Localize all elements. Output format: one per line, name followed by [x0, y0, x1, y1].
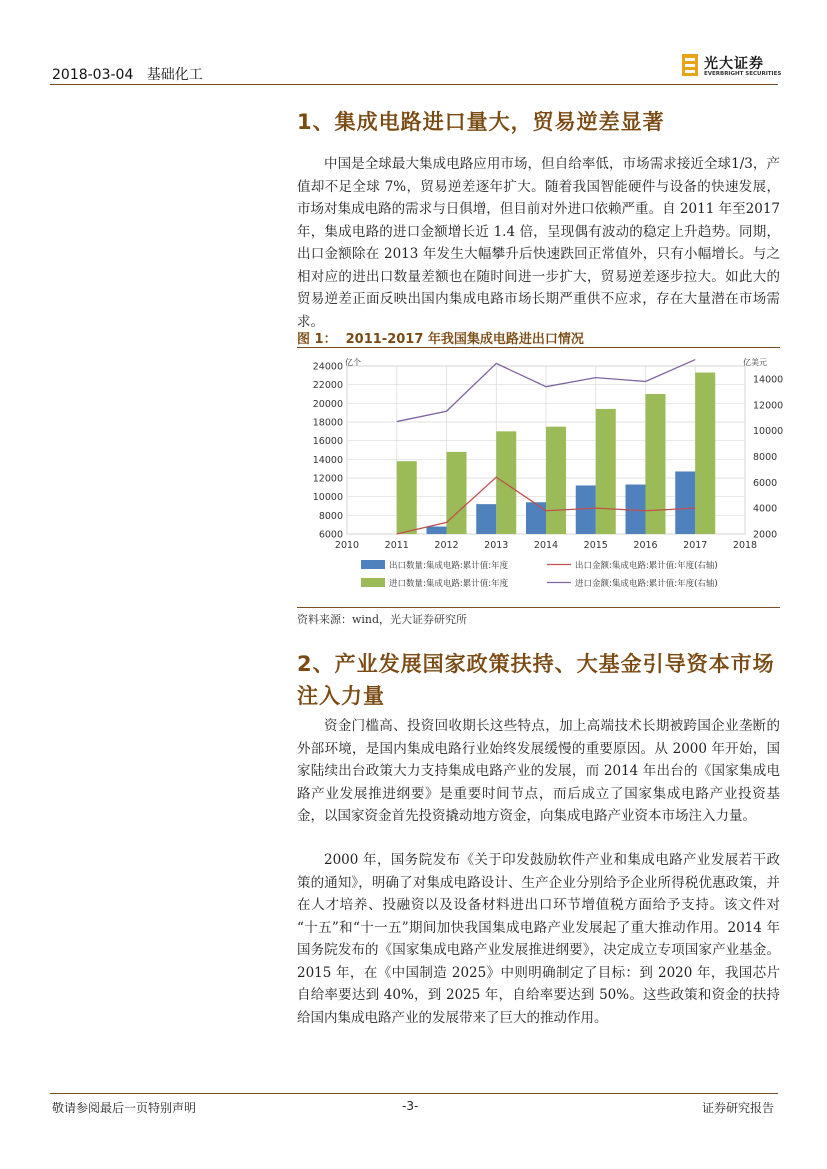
section-1-paragraph: 中国是全球最大集成电路应用市场，但自给率低，市场需求接近全球1/3，产值却不足全球 7%，贸易逆差逐年扩大。随着我国智能硬件与设备的快速发展，市场对集成电路的需求与日俱增，但目前对外进口依赖严重。自 2011 年至2017 年，集成电路的进口金额增长近 1.4 倍，呈现偶有波动的稳定上升趋势。同期，出口金额除在 2013 年发生大幅攀升后快速跌回正常值外，只有小幅增长。与之相对应的进出口数量差额也在随时间进一步扩大，贸易逆差逐步拉大。如此大的贸易逆差正面反映出国内集成电路市场长期严重供不应求，存在大量潜在市场需求。 — [297, 156, 780, 330]
legend-label: 出口数量:集成电路:累计值:年度 — [389, 561, 509, 571]
right-tick-label: 4000 — [753, 503, 778, 515]
bar-export-qty — [675, 471, 695, 534]
logo-english-text: EVERBRIGHT SECURITIES — [704, 71, 782, 77]
legend-swatch — [361, 560, 385, 569]
right-tick-label: 10000 — [753, 426, 784, 438]
logo-chinese-text: 光大证券 — [704, 56, 764, 72]
company-logo — [682, 52, 782, 80]
section-2-heading-line-1: 2、产业发展国家政策扶持、大基金引导资本市场 — [297, 652, 775, 676]
legend-label: 进口金额:集成电路:累计值:年度(右轴) — [575, 579, 718, 589]
x-tick-label: 2012 — [434, 540, 459, 551]
bar-export-qty — [576, 485, 596, 534]
legend-label: 进口数量:集成电路:累计值:年度 — [389, 579, 509, 589]
x-tick-label: 2018 — [732, 540, 758, 551]
left-tick-label: 24000 — [312, 361, 343, 373]
section-2-paragraph-2: 2000 年，国务院发布《关于印发鼓励软件产业和集成电路产业发展若干政策的通知》，明确了对集成电路设计、生产企业分别给予企业所得税优惠政策，并在人才培养、投融资以及设备材料进出口环节增值税方面给予支持。该文件对 “十五”和“十一五”期间加快我国集成电路产业发展起了重大推动作用。2014 年国务院发布的《国家集成电路产业发展推进纲要》，决定成立专项国家产业基金。2015 年，在《中国制造 2025》中则明确制定了目标：到 2020 年，我国芯片自给率要达到 40%，到 2025 年，自给率要达到 50%。这些政策和资金的扶持给国内集成电路产业的发展带来了巨大的推动作用。 — [297, 852, 780, 1026]
left-tick-label: 20000 — [312, 398, 343, 410]
x-tick-label: 2017 — [683, 540, 708, 551]
bar-export-qty — [427, 527, 447, 534]
x-tick-label: 2013 — [484, 540, 509, 551]
bar-import-qty — [695, 373, 715, 534]
bar-export-qty — [476, 504, 496, 534]
bar-import-qty — [496, 431, 516, 534]
right-tick-label: 14000 — [753, 374, 784, 386]
x-tick-label: 2014 — [533, 540, 559, 551]
bar-export-qty — [526, 502, 546, 534]
footer-report-type: 证券研究报告 — [702, 1101, 775, 1115]
bar-import-qty — [447, 452, 467, 534]
right-tick-label: 6000 — [753, 477, 778, 489]
left-tick-label: 8000 — [318, 510, 343, 522]
left-tick-label: 12000 — [312, 473, 343, 485]
footer-page-number: -3- — [402, 1099, 419, 1113]
bar-import-qty — [596, 409, 616, 534]
section-2-paragraph-1: 资金门槛高、投资回收期长这些特点，加上高端技术长期被跨国企业垄断的外部环境，是国内集成电路行业始终发展缓慢的重要原因。从 2000 年开始，国家陆续出台政策大力支持集成电路产业的发展，而 2014 年出台的《国家集成电路产业发展推进纲要》是重要时间节点，而后成立了国家集成电路产业投资基金，以国家资金首先投资撬动地方资金，向集成电路产业资本市场注入力量。 — [297, 718, 780, 824]
figure-source: 资料来源：wind，光大证券研究所 — [297, 613, 468, 626]
right-tick-label: 8000 — [753, 451, 778, 463]
left-tick-label: 22000 — [312, 380, 343, 392]
left-tick-label: 10000 — [312, 492, 343, 504]
right-tick-label: 2000 — [753, 529, 778, 541]
header-date-category: 2018-03-04 基础化工 — [52, 67, 203, 83]
right-axis-unit: 亿美元 — [743, 358, 767, 367]
legend-label: 出口金额:集成电路:累计值:年度(右轴) — [575, 561, 718, 571]
x-tick-label: 2016 — [633, 540, 658, 551]
bar-import-qty — [546, 427, 566, 534]
left-axis-unit: 亿个 — [345, 358, 361, 367]
figure-1-title: 图 1： 2011-2017 年我国集成电路进出口情况 — [297, 332, 584, 347]
x-tick-label: 2011 — [384, 540, 409, 551]
x-tick-label: 2015 — [583, 540, 608, 551]
left-tick-label: 18000 — [312, 417, 343, 429]
figure-top-rule — [297, 347, 780, 348]
import-export-chart — [297, 352, 784, 606]
left-tick-label: 14000 — [312, 454, 343, 466]
logo-mark-icon — [682, 54, 698, 76]
right-tick-label: 12000 — [753, 400, 784, 412]
figure-bottom-rule — [297, 607, 780, 608]
footer-rule — [50, 1093, 778, 1094]
legend-swatch — [361, 578, 385, 587]
section-2-heading-line-2: 注入力量 — [297, 684, 385, 708]
header-rule — [50, 84, 778, 85]
footer-disclaimer: 敬请参阅最后一页特别声明 — [52, 1101, 197, 1115]
section-1-heading: 1、集成电路进口量大，贸易逆差显著 — [297, 110, 665, 134]
left-tick-label: 16000 — [312, 436, 343, 448]
chart-legend — [361, 560, 718, 589]
x-tick-label: 2010 — [334, 540, 360, 551]
bar-import-qty — [646, 394, 666, 534]
bar-import-qty — [397, 461, 417, 534]
left-tick-label: 6000 — [318, 529, 343, 541]
